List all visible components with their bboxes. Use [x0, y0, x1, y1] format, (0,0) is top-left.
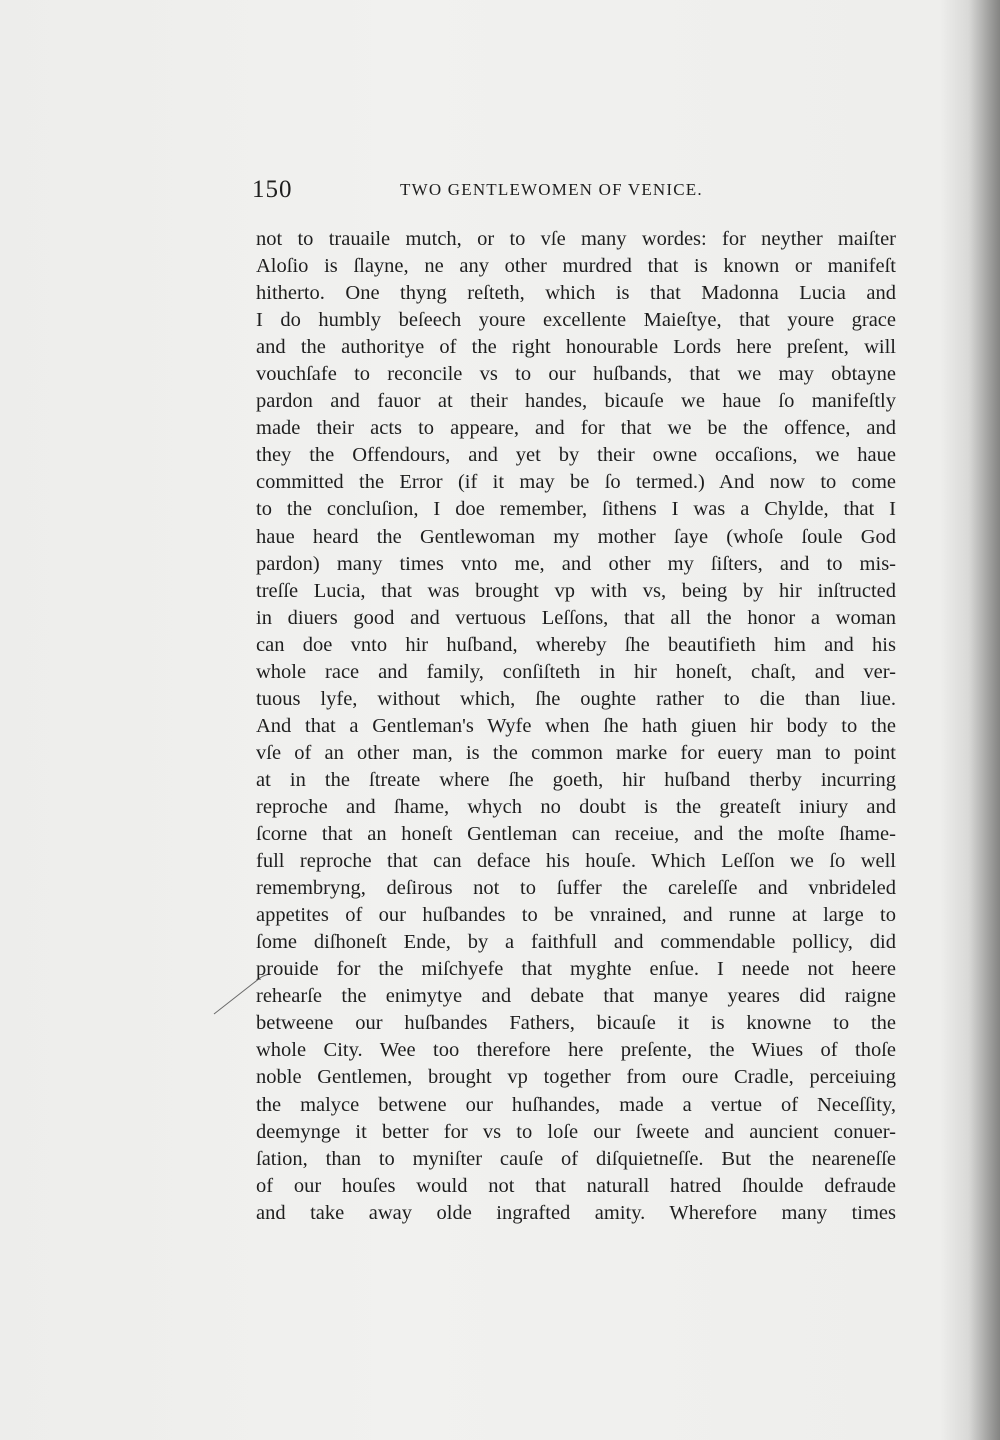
- text-line: noble Gentlemen, brought vp together from oure Cradle, perceiuing: [256, 1066, 896, 1089]
- text-line: betweene our huſbandes Fathers, bicauſe it is knowne to the: [256, 1012, 896, 1035]
- page-header: [252, 176, 896, 210]
- text-line: vouchſafe to reconcile vs to our huſbands, that we may obtayne: [256, 363, 896, 386]
- page-number: 150: [252, 176, 293, 203]
- text-line: at in the ſtreate where ſhe goeth, hir huſband therby incurring: [256, 768, 896, 791]
- text-line: of our houſes would not that naturall hatred ſhoulde defraude: [256, 1174, 896, 1197]
- running-head: TWO GENTLEWOMEN OF VENICE.: [400, 180, 703, 199]
- text-line: prouide for the miſchyefe that myghte enſue. I neede not heere: [256, 958, 896, 981]
- text-line: and take away olde ingrafted amity. Wherefore many times: [256, 1201, 896, 1224]
- text-line: full reproche that can deface his houſe. Which Leſſon we ſo well: [256, 850, 896, 873]
- text-line: in diuers good and vertuous Leſſons, that all the honor a woman: [256, 606, 896, 629]
- text-line: pardon and fauor at their handes, bicauſe we haue ſo manifeſtly: [256, 390, 896, 413]
- text-line: vſe of an other man, is the common marke for euery man to point: [256, 741, 896, 764]
- text-line: tuous lyfe, without which, ſhe oughte rather to die than liue.: [256, 687, 896, 710]
- text-line: whole race and family, conſiſteth in hir honeſt, chaſt, and ver-: [256, 660, 896, 683]
- text-line: committed the Error (if it may be ſo termed.) And now to come: [256, 471, 896, 494]
- text-line: can doe vnto hir huſband, whereby ſhe beautifieth him and his: [256, 633, 896, 656]
- text-line: Aloſio is ſlayne, ne any other murdred that is known or manifeſt: [256, 255, 896, 278]
- body-text: [256, 226, 896, 1227]
- text-line: pardon) many times vnto me, and other my ſiſters, and to mis-: [256, 552, 896, 575]
- text-line: rehearſe the enimytye and debate that manye yeares did raigne: [256, 985, 896, 1008]
- text-line: I do humbly beſeech youre excellente Maieſtye, that youre grace: [256, 309, 896, 332]
- text-line: made their acts to appeare, and for that we be the offence, and: [256, 417, 896, 440]
- text-line: whole City. Wee too therefore here preſente, the Wiues of thoſe: [256, 1039, 896, 1062]
- text-line: ſation, than to myniſter cauſe of diſquietneſſe. But the neareneſſe: [256, 1147, 896, 1170]
- text-line: haue heard the Gentlewoman my mother ſaye (whoſe ſoule God: [256, 525, 896, 548]
- text-line: hitherto. One thyng reſteth, which is that Madonna Lucia and: [256, 282, 896, 305]
- text-line: the malyce betwene our huſhandes, made a vertue of Neceſſity,: [256, 1093, 896, 1116]
- text-line: they the Offendours, and yet by their owne occaſions, we haue: [256, 444, 896, 467]
- text-line: reproche and ſhame, whych no doubt is the greateſt iniury and: [256, 795, 896, 818]
- text-line: deemynge it better for vs to loſe our ſweete and auncient conuer-: [256, 1120, 896, 1143]
- text-line: ſome diſhoneſt Ende, by a faithfull and commendable pollicy, did: [256, 931, 896, 954]
- text-line: remembryng, deſirous not to ſuffer the careleſſe and vnbrideled: [256, 877, 896, 900]
- text-line: to the concluſion, I doe remember, ſithens I was a Chylde, that I: [256, 498, 896, 521]
- text-line: treſſe Lucia, that was brought vp with vs, being by hir inſtructed: [256, 579, 896, 602]
- text-line: and the authoritye of the right honourable Lords here preſent, will: [256, 336, 896, 359]
- text-line: ſcorne that an honeſt Gentleman can receiue, and the moſte ſhame-: [256, 823, 896, 846]
- text-line: And that a Gentleman's Wyfe when ſhe hath giuen hir body to the: [256, 714, 896, 737]
- text-line: not to trauaile mutch, or to vſe many wordes: for neyther maiſter: [256, 228, 896, 250]
- page-edge-shadow: [968, 0, 1000, 1440]
- text-line: appetites of our huſbandes to be vnrained, and runne at large to: [256, 904, 896, 927]
